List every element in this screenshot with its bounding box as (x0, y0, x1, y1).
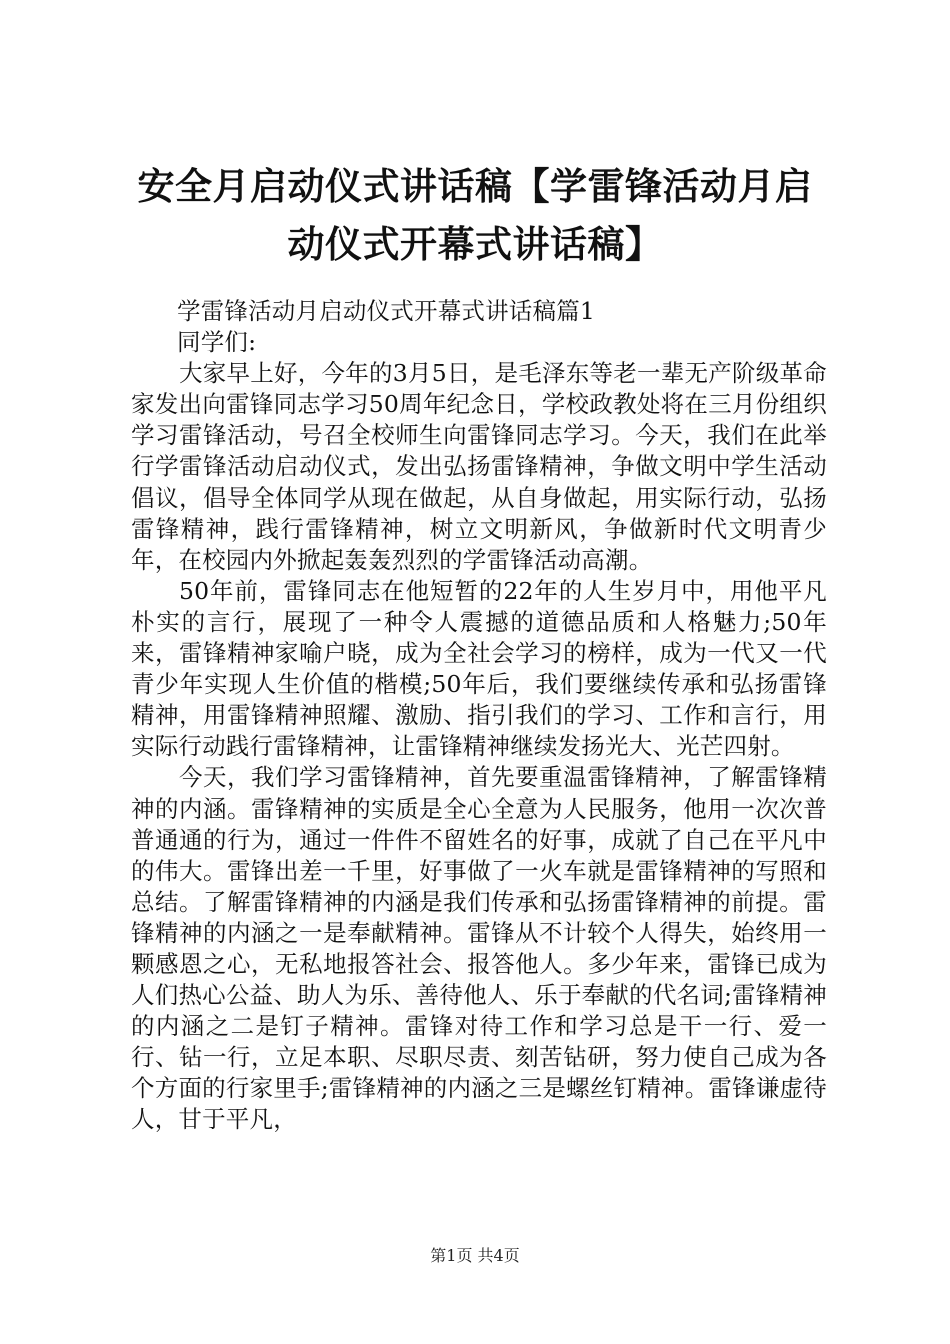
document-body (131, 296, 827, 1136)
document-title: 安全月启动仪式讲话稿【学雷锋活动月启动仪式开幕式讲话稿】 (137, 165, 813, 266)
salutation: 同学们: (177, 328, 257, 357)
paragraph-3: 今天，我们学习雷锋精神，首先要重温雷锋精神，了解雷锋精神的内涵。雷锋精神的实质是全心全意为人民服务，他用一次次普普通通的行为，通过一件件不留姓名的好事，成就了自己在平凡中的伟大。雷锋出差一千里，好事做了一火车就是雷锋精神的写照和总结。了解雷锋精神的内涵是我们传承和弘扬雷锋精神的前提。雷锋精神的内涵之一是奉献精神。雷锋从不计较个人得失，始终用一颗感恩之心，无私地报答社会、报答他人。多少年来，雷锋已成为人们热心公益、助人为乐、善待他人、乐于奉献的代名词;雷锋精神的内涵之二是钉子精神。雷锋对待工作和学习总是干一行、爱一行、钻一行，立足本职、尽职尽责、刻苦钻研，努力使自己成为各个方面的行家里手;雷锋精神的内涵之三是螺丝钉精神。雷锋谦虚待人，甘于平凡， (131, 763, 827, 1134)
paragraph-2: 50年前，雷锋同志在他短暂的22年的人生岁月中，用他平凡朴实的言行，展现了一种令人震撼的道德品质和人格魅力;50年来，雷锋精神家喻户晓，成为全社会学习的榜样，成为一代又一代青少年实现人生价值的楷模;50年后，我们要继续传承和弘扬雷锋精神，用雷锋精神照耀、激励、指引我们的学习、工作和言行，用实际行动践行雷锋精神，让雷锋精神继续发扬光大、光芒四射。 (131, 576, 827, 761)
page-footer: 第1页 共4页 (430, 1246, 520, 1265)
document-subtitle: 学雷锋活动月启动仪式开幕式讲话稿篇1 (177, 297, 596, 325)
paragraph-1: 大家早上好，今年的3月5日，是毛泽东等老一辈无产阶级革命家发出向雷锋同志学习50周年纪念日，学校政教处将在三月份组织学习雷锋活动，号召全校师生向雷锋同志学习。今天，我们在此举行学雷锋活动启动仪式，发出弘扬雷锋精神，争做文明中学生活动倡议，倡导全体同学从现在做起，从自身做起，用实际行动，弘扬雷锋精神，践行雷锋精神，树立文明新风，争做新时代文明青少年，在校园内外掀起轰轰烈烈的学雷锋活动高潮。 (131, 359, 827, 574)
